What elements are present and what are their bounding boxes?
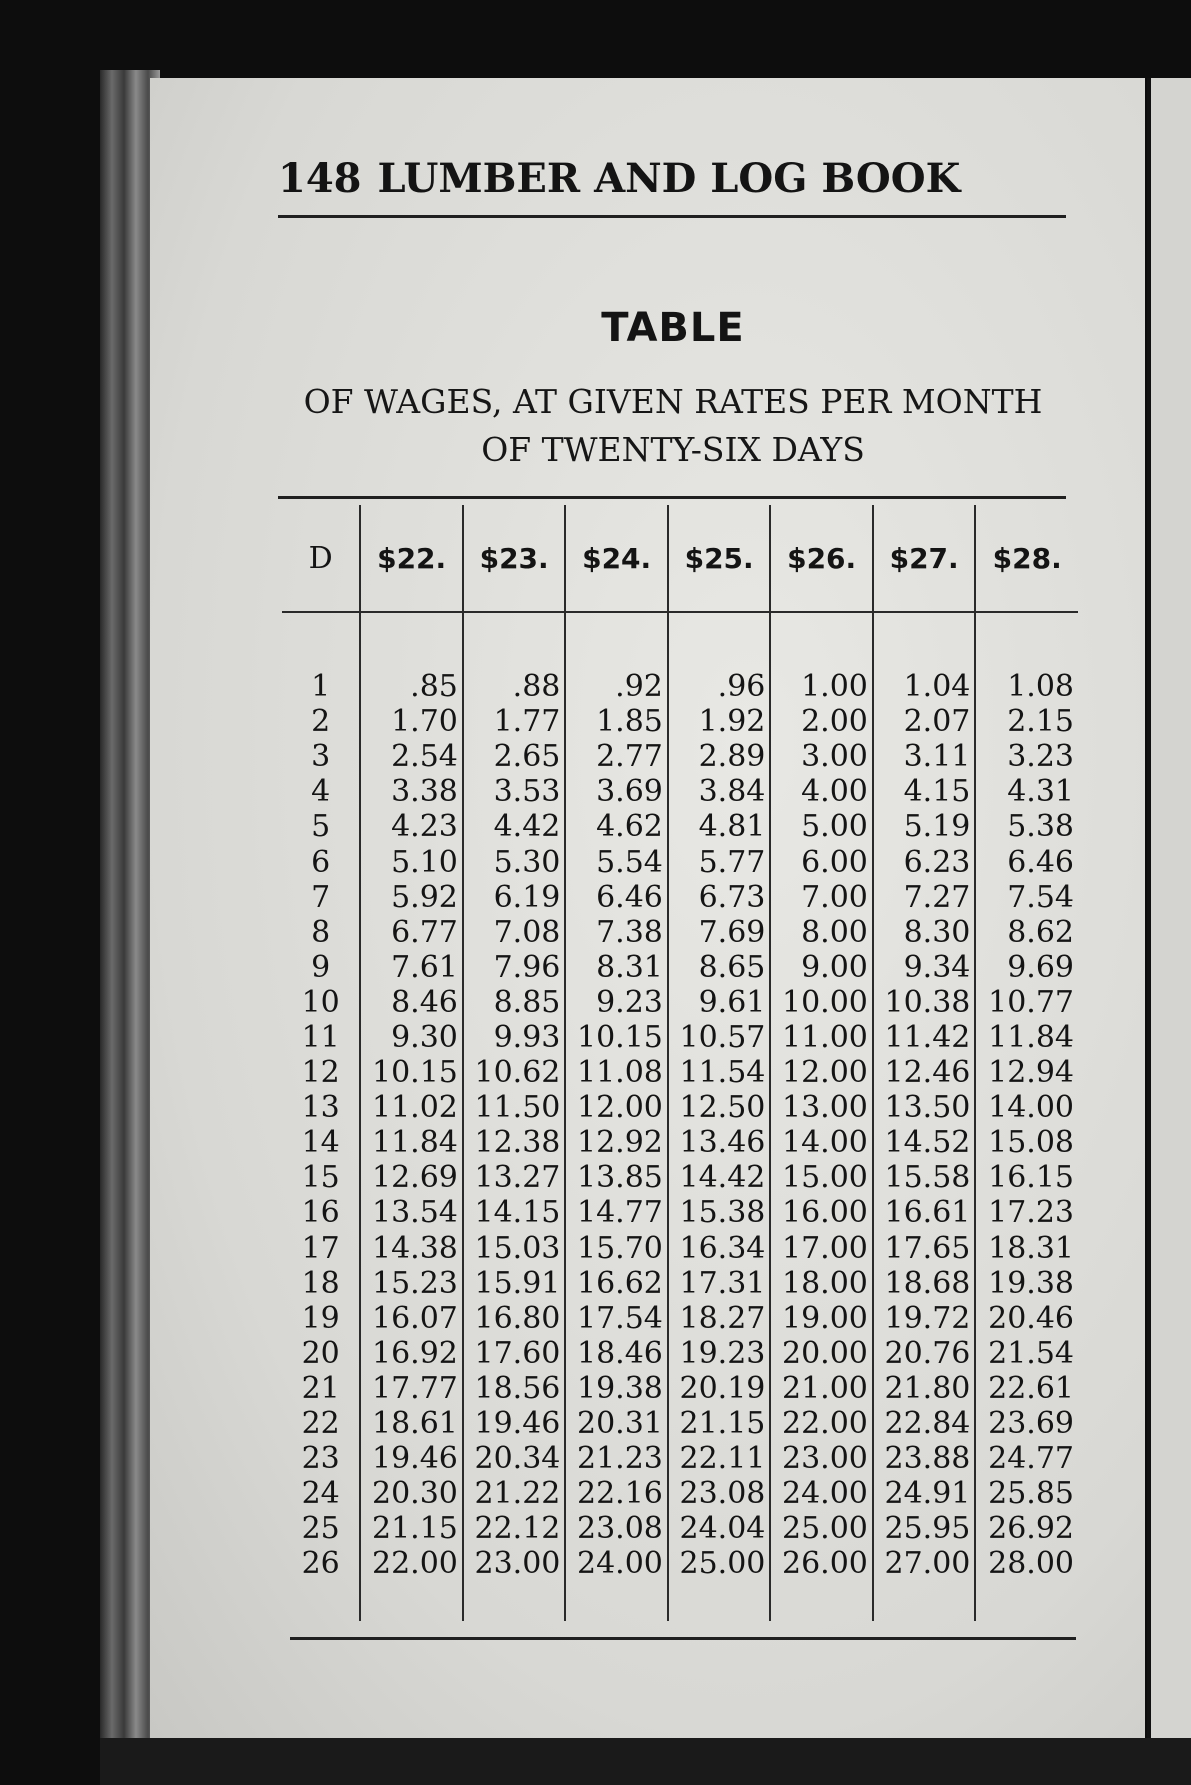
wage-cell: 11.00 [770, 1020, 873, 1055]
wage-cell: 21.22 [463, 1476, 566, 1511]
wage-cell: 20.34 [463, 1441, 566, 1476]
table-tail-row [282, 1581, 1078, 1621]
wage-cell: 16.80 [463, 1301, 566, 1336]
wage-cell: 7.00 [770, 880, 873, 915]
wage-cell: 23.00 [463, 1546, 566, 1581]
wage-cell: 12.92 [565, 1125, 668, 1160]
wage-cell: 5.30 [463, 844, 566, 879]
wage-cell: 12.69 [360, 1160, 463, 1195]
wage-cell: 17.31 [668, 1266, 771, 1301]
table-row [282, 1266, 1078, 1301]
wage-cell: 3.84 [668, 774, 771, 809]
day-cell: 1 [311, 669, 331, 705]
wage-cell: 7.08 [463, 915, 566, 950]
rate-header-28: $28. [975, 505, 1078, 612]
wage-cell: 16.00 [770, 1195, 873, 1230]
wage-cell: 20.76 [873, 1336, 976, 1371]
wage-cell: 17.00 [770, 1231, 873, 1266]
wage-table-body [282, 669, 1078, 1621]
day-cell: 23 [301, 1441, 340, 1477]
wage-cell: 15.58 [873, 1160, 976, 1195]
table-row [282, 1160, 1078, 1195]
scan-bottom-border [100, 1738, 1191, 1785]
wage-cell: 16.15 [975, 1160, 1078, 1195]
wage-cell: .92 [565, 669, 668, 704]
wage-cell: 9.34 [873, 950, 976, 985]
wage-cell: 15.08 [975, 1125, 1078, 1160]
table-row [282, 1231, 1078, 1266]
wage-cell: 21.15 [668, 1406, 771, 1441]
wage-cell: 2.07 [873, 704, 976, 739]
wage-cell: 5.92 [360, 880, 463, 915]
rate-header-22: $22. [360, 505, 463, 612]
table-row [282, 1336, 1078, 1371]
wage-cell: 18.31 [975, 1231, 1078, 1266]
day-cell: 21 [301, 1370, 340, 1406]
wage-cell: 4.42 [463, 809, 566, 844]
rate-header-25: $25. [668, 505, 771, 612]
facing-page-edge [1147, 78, 1191, 1768]
wage-cell: 7.69 [668, 915, 771, 950]
wage-cell: .96 [668, 669, 771, 704]
table-row [282, 1195, 1078, 1230]
wage-cell: 2.54 [360, 739, 463, 774]
wage-cell: 19.72 [873, 1301, 976, 1336]
table-title: TABLE [601, 305, 745, 351]
wage-cell: 1.08 [975, 669, 1078, 704]
wage-cell: 11.54 [668, 1055, 771, 1090]
wage-cell: 3.69 [565, 774, 668, 809]
day-cell: 12 [301, 1055, 340, 1091]
wage-cell: 10.00 [770, 985, 873, 1020]
wage-cell: 22.61 [975, 1371, 1078, 1406]
wage-cell: 23.08 [565, 1511, 668, 1546]
wage-cell: 24.00 [565, 1546, 668, 1581]
wage-cell: 7.38 [565, 915, 668, 950]
wage-cell: 11.02 [360, 1090, 463, 1125]
wage-cell: 11.84 [360, 1125, 463, 1160]
wage-cell: 20.46 [975, 1301, 1078, 1336]
wage-cell: 2.77 [565, 739, 668, 774]
table-row [282, 985, 1078, 1020]
wage-cell: 4.23 [360, 809, 463, 844]
day-cell: 8 [311, 914, 331, 950]
wage-cell: 1.92 [668, 704, 771, 739]
wage-cell: 16.07 [360, 1301, 463, 1336]
wage-cell: 21.15 [360, 1511, 463, 1546]
wage-cell: 11.42 [873, 1020, 976, 1055]
wage-cell: 12.46 [873, 1055, 976, 1090]
wage-cell: 17.77 [360, 1371, 463, 1406]
table-row [282, 1020, 1078, 1055]
wage-cell: 8.30 [873, 915, 976, 950]
wage-cell: 22.00 [770, 1406, 873, 1441]
day-cell: 18 [301, 1265, 340, 1301]
wage-cell: 6.00 [770, 844, 873, 879]
wage-cell: 21.00 [770, 1371, 873, 1406]
wage-cell: 22.16 [565, 1476, 668, 1511]
wage-cell: 8.85 [463, 985, 566, 1020]
wage-cell: 18.46 [565, 1336, 668, 1371]
table-header-row [282, 505, 1078, 612]
wage-cell: 3.38 [360, 774, 463, 809]
wage-cell: 20.30 [360, 1476, 463, 1511]
wage-cell: 14.77 [565, 1195, 668, 1230]
table-row [282, 1055, 1078, 1090]
wage-cell: 8.46 [360, 985, 463, 1020]
wage-cell: 2.65 [463, 739, 566, 774]
wage-cell: 19.38 [565, 1371, 668, 1406]
wage-cell: 12.50 [668, 1090, 771, 1125]
day-cell: 13 [301, 1090, 340, 1126]
wage-cell: 4.62 [565, 809, 668, 844]
wage-cell: 16.34 [668, 1231, 771, 1266]
wage-cell: 11.08 [565, 1055, 668, 1090]
day-cell: 26 [301, 1546, 340, 1582]
table-subtitle [270, 378, 1076, 474]
day-cell: 10 [301, 984, 340, 1020]
wage-cell: 15.91 [463, 1266, 566, 1301]
table-row [282, 1476, 1078, 1511]
header-rule [278, 215, 1066, 218]
header-separator-row [282, 612, 1078, 669]
day-cell: 2 [311, 704, 331, 740]
wage-cell: 25.95 [873, 1511, 976, 1546]
rate-header-23: $23. [463, 505, 566, 612]
page-number: 148 [278, 155, 362, 202]
wage-cell: 24.04 [668, 1511, 771, 1546]
day-cell: 19 [301, 1300, 340, 1336]
subtitle-line-1: OF WAGES, AT GIVEN RATES PER MONTH [303, 382, 1043, 421]
wage-cell: 13.50 [873, 1090, 976, 1125]
wage-cell: 19.00 [770, 1301, 873, 1336]
wage-cell: 19.38 [975, 1266, 1078, 1301]
wage-cell: 1.04 [873, 669, 976, 704]
wage-cell: 21.23 [565, 1441, 668, 1476]
wage-cell: 15.03 [463, 1231, 566, 1266]
wage-cell: 5.54 [565, 844, 668, 879]
wage-cell: 18.68 [873, 1266, 976, 1301]
wage-cell: 10.77 [975, 985, 1078, 1020]
table-row [282, 774, 1078, 809]
table-row [282, 1406, 1078, 1441]
wage-cell: 9.93 [463, 1020, 566, 1055]
wage-cell: 22.00 [360, 1546, 463, 1581]
wage-cell: 8.65 [668, 950, 771, 985]
wage-cell: 19.23 [668, 1336, 771, 1371]
wage-cell: 22.12 [463, 1511, 566, 1546]
wage-cell: 5.19 [873, 809, 976, 844]
wage-cell: 20.00 [770, 1336, 873, 1371]
book-title: LUMBER AND LOG BOOK [377, 155, 961, 202]
wage-cell: 24.77 [975, 1441, 1078, 1476]
wage-cell: 27.00 [873, 1546, 976, 1581]
day-cell: 17 [301, 1230, 340, 1266]
day-column-header: D [308, 540, 333, 576]
wage-cell: 14.42 [668, 1160, 771, 1195]
wage-cell: 5.10 [360, 844, 463, 879]
wage-cell: 20.19 [668, 1371, 771, 1406]
wage-cell: 17.23 [975, 1195, 1078, 1230]
wage-cell: 16.61 [873, 1195, 976, 1230]
wage-cell: 12.00 [565, 1090, 668, 1125]
wage-cell: 11.84 [975, 1020, 1078, 1055]
wage-cell: 7.96 [463, 950, 566, 985]
wage-cell: 26.00 [770, 1546, 873, 1581]
wage-cell: 23.88 [873, 1441, 976, 1476]
wage-cell: 25.00 [770, 1511, 873, 1546]
wage-cell: 2.89 [668, 739, 771, 774]
day-cell: 11 [301, 1019, 340, 1055]
day-cell: 4 [311, 774, 331, 810]
day-cell: 3 [311, 739, 331, 775]
table-row [282, 704, 1078, 739]
wage-cell: 5.38 [975, 809, 1078, 844]
wage-cell: 6.46 [565, 880, 668, 915]
wage-cell: 10.57 [668, 1020, 771, 1055]
wage-cell: 15.23 [360, 1266, 463, 1301]
wage-cell: 18.61 [360, 1406, 463, 1441]
wage-cell: 24.91 [873, 1476, 976, 1511]
wage-cell: 3.23 [975, 739, 1078, 774]
wage-cell: 6.77 [360, 915, 463, 950]
table-row [282, 1125, 1078, 1160]
wage-cell: 12.00 [770, 1055, 873, 1090]
table-row [282, 809, 1078, 844]
wage-cell: 25.00 [668, 1546, 771, 1581]
table-bottom-rule [290, 1637, 1076, 1640]
wage-cell: 15.70 [565, 1231, 668, 1266]
wage-cell: 3.00 [770, 739, 873, 774]
wage-cell: 4.31 [975, 774, 1078, 809]
wage-cell: 9.00 [770, 950, 873, 985]
wage-cell: 8.00 [770, 915, 873, 950]
wage-cell: 3.53 [463, 774, 566, 809]
wage-cell: 10.38 [873, 985, 976, 1020]
wage-cell: 15.38 [668, 1195, 771, 1230]
wage-cell: 2.00 [770, 704, 873, 739]
wage-cell: 1.70 [360, 704, 463, 739]
wage-cell: 21.54 [975, 1336, 1078, 1371]
wage-cell: 9.61 [668, 985, 771, 1020]
wage-cell: 14.52 [873, 1125, 976, 1160]
wage-cell: 14.38 [360, 1231, 463, 1266]
wage-cell: 13.54 [360, 1195, 463, 1230]
wage-cell: 26.92 [975, 1511, 1078, 1546]
wage-cell: 19.46 [463, 1406, 566, 1441]
wage-cell: 14.00 [770, 1125, 873, 1160]
wage-cell: 13.27 [463, 1160, 566, 1195]
wage-cell: 9.30 [360, 1020, 463, 1055]
wage-cell: 23.69 [975, 1406, 1078, 1441]
wage-cell: 9.69 [975, 950, 1078, 985]
day-cell: 7 [311, 879, 331, 915]
wage-cell: 18.00 [770, 1266, 873, 1301]
table-row [282, 1090, 1078, 1125]
day-cell: 5 [311, 809, 331, 845]
wage-cell: 17.54 [565, 1301, 668, 1336]
wage-cell: 12.94 [975, 1055, 1078, 1090]
day-cell: 24 [301, 1476, 340, 1512]
day-cell: 15 [301, 1160, 340, 1196]
wage-cell: 8.31 [565, 950, 668, 985]
table-row [282, 880, 1078, 915]
wage-cell: 21.80 [873, 1371, 976, 1406]
rate-header-27: $27. [873, 505, 976, 612]
rate-header-26: $26. [770, 505, 873, 612]
wage-cell: 17.60 [463, 1336, 566, 1371]
wage-cell: 11.50 [463, 1090, 566, 1125]
table-row [282, 915, 1078, 950]
day-cell: 20 [301, 1335, 340, 1371]
day-cell: 9 [311, 949, 331, 985]
wage-cell: 14.00 [975, 1090, 1078, 1125]
wage-cell: 15.00 [770, 1160, 873, 1195]
wage-cell: .85 [360, 669, 463, 704]
wage-cell: 6.23 [873, 844, 976, 879]
day-cell: 16 [301, 1195, 340, 1231]
wage-cell: 14.15 [463, 1195, 566, 1230]
day-cell: 14 [301, 1125, 340, 1161]
wage-cell: 16.62 [565, 1266, 668, 1301]
table-row [282, 1301, 1078, 1336]
wage-cell: 10.15 [565, 1020, 668, 1055]
wage-cell: 1.77 [463, 704, 566, 739]
wage-cell: 5.00 [770, 809, 873, 844]
wage-cell: 4.81 [668, 809, 771, 844]
wage-cell: 19.46 [360, 1441, 463, 1476]
table-row [282, 1371, 1078, 1406]
wage-cell: 6.73 [668, 880, 771, 915]
day-cell: 22 [301, 1406, 340, 1442]
subtitle-line-2: OF TWENTY-SIX DAYS [481, 430, 865, 469]
wage-cell: 2.15 [975, 704, 1078, 739]
wage-cell: 22.11 [668, 1441, 771, 1476]
day-cell: 25 [301, 1511, 340, 1547]
wage-cell: 22.84 [873, 1406, 976, 1441]
wage-cell: 8.62 [975, 915, 1078, 950]
wage-cell: 7.61 [360, 950, 463, 985]
wage-cell: 18.27 [668, 1301, 771, 1336]
table-row [282, 1546, 1078, 1581]
table-row [282, 1511, 1078, 1546]
wage-cell: 23.00 [770, 1441, 873, 1476]
wage-cell: 20.31 [565, 1406, 668, 1441]
wage-cell: 7.27 [873, 880, 976, 915]
wage-cell: 10.62 [463, 1055, 566, 1090]
wage-cell: 1.00 [770, 669, 873, 704]
wage-cell: 3.11 [873, 739, 976, 774]
wage-cell: 24.00 [770, 1476, 873, 1511]
table-row [282, 739, 1078, 774]
wage-cell: 4.15 [873, 774, 976, 809]
wage-cell: 6.19 [463, 880, 566, 915]
wage-cell: 6.46 [975, 844, 1078, 879]
running-head [278, 155, 1068, 202]
wage-cell: 13.00 [770, 1090, 873, 1125]
day-cell: 6 [311, 844, 331, 880]
wage-cell: .88 [463, 669, 566, 704]
table-row [282, 669, 1078, 704]
wage-cell: 12.38 [463, 1125, 566, 1160]
wage-cell: 9.23 [565, 985, 668, 1020]
rate-header-24: $24. [565, 505, 668, 612]
wage-cell: 18.56 [463, 1371, 566, 1406]
wage-cell: 16.92 [360, 1336, 463, 1371]
wage-cell: 7.54 [975, 880, 1078, 915]
wage-cell: 5.77 [668, 844, 771, 879]
wage-cell: 1.85 [565, 704, 668, 739]
wage-cell: 10.15 [360, 1055, 463, 1090]
wage-cell: 17.65 [873, 1231, 976, 1266]
wage-cell: 4.00 [770, 774, 873, 809]
table-row [282, 1441, 1078, 1476]
table-row [282, 844, 1078, 879]
wage-cell: 13.85 [565, 1160, 668, 1195]
wage-cell: 25.85 [975, 1476, 1078, 1511]
wage-table [282, 505, 1078, 1621]
wage-cell: 13.46 [668, 1125, 771, 1160]
wage-cell: 28.00 [975, 1546, 1078, 1581]
table-row [282, 950, 1078, 985]
table-top-rule [278, 496, 1066, 499]
wage-cell: 23.08 [668, 1476, 771, 1511]
